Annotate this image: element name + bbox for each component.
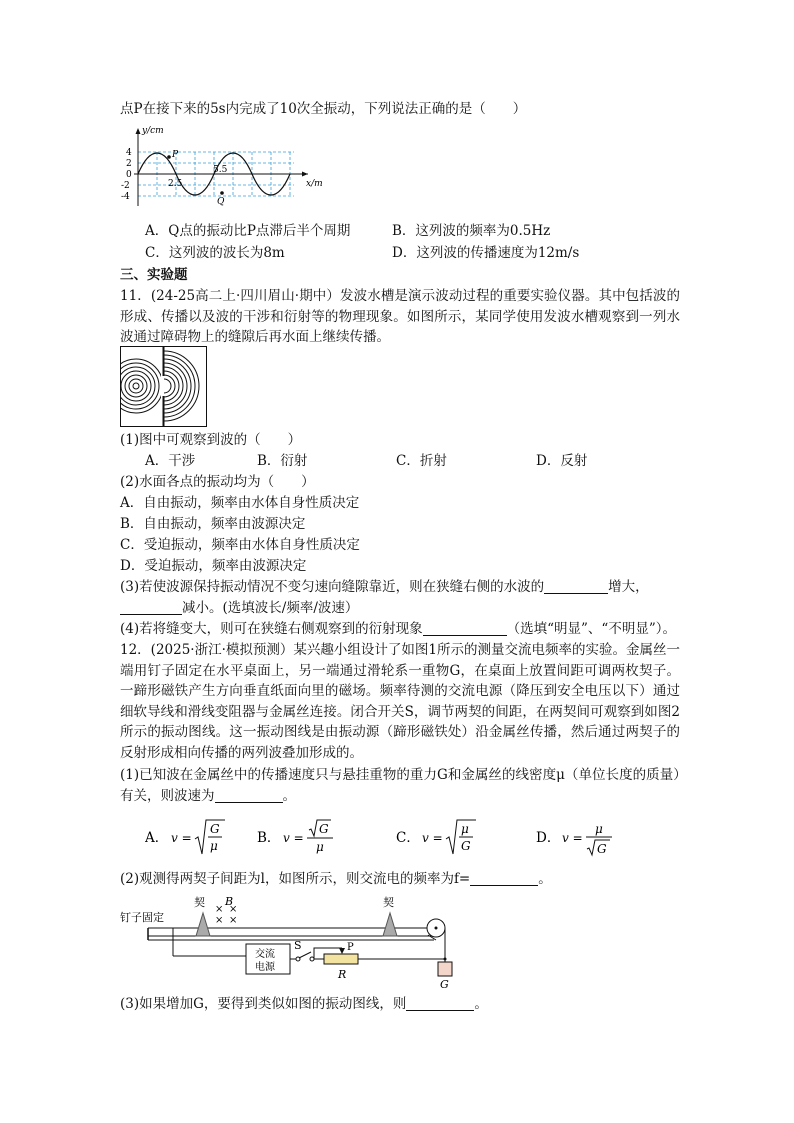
svg-text:×: × (215, 915, 224, 926)
option-label: C． (396, 830, 420, 846)
q11-sub2-option-b[interactable]: B．自由振动，频率由波源决定 (120, 516, 306, 532)
q12-sub1-text: (1)已知波在金属丝中的传播速度只与悬挂重物的重力G和金属丝的线密度μ（单位长度的质量）有关，则波速为 (120, 767, 680, 804)
x-axis-label: x/m (306, 179, 323, 189)
q12-sub2-text: (2)观测得两契子间距为l，如图所示，则交流电的频率为f= (120, 871, 471, 887)
formula-num: G (210, 822, 220, 836)
option-label: A． (145, 830, 169, 846)
formula-var: v = (562, 831, 583, 845)
x-label-5-5: 5.5 (213, 165, 228, 175)
q12-sub2-end: 。 (538, 871, 552, 887)
resistor-label: R (338, 968, 347, 981)
formula-den: G (597, 842, 607, 856)
wedge-left (196, 913, 210, 936)
source-label-1: 交流 (255, 949, 275, 960)
q10-option-a[interactable]: A．Q点的振动比P点滞后半个周期 (145, 223, 351, 239)
source-label-2: 电源 (255, 962, 275, 973)
q11-sub3-text-a: (3)若使波源保持振动情况不变匀速向缝隙靠近，则在狭缝右侧的水波的 (120, 579, 545, 595)
y-tick-neg4: -4 (121, 192, 130, 202)
wedge-right-label: 契 (383, 896, 394, 909)
q11-sub3-text-c: 减小。(选填波长/频率/波速） (182, 600, 359, 616)
q11-sub3-text-b: 增大， (608, 579, 649, 595)
weight-label: G (440, 978, 449, 990)
formula-num: G (319, 822, 329, 836)
answer-blank[interactable] (215, 788, 283, 803)
x-label-2-5: 2.5 (168, 179, 183, 189)
wedge-right (383, 913, 397, 936)
q12-sub3-end: 。 (474, 996, 488, 1012)
q12-formula-option-c[interactable] (396, 818, 486, 864)
svg-text:×: × (229, 915, 238, 926)
q11-sub2: (2)水面各点的振动均为（ ） (120, 474, 315, 490)
formula-den: G (461, 839, 471, 853)
ripple-tank-figure (120, 346, 208, 428)
field-label: B (225, 895, 234, 908)
q11-sub1-option-a[interactable]: A．干涉 (145, 453, 196, 469)
q12-sub2 (120, 869, 552, 889)
section-title: 三、实验题 (120, 267, 188, 283)
q11-sub4-text-b: （选填“明显”、“不明显”）。 (506, 621, 676, 637)
q11-sub1-option-b[interactable]: B．衍射 (257, 453, 308, 469)
q10-stem: 点P在接下来的5s内完成了10次全振动，下列说法正确的是（ ） (120, 101, 527, 117)
q11-sub2-option-d[interactable]: D．受迫振动，频率由波源决定 (120, 558, 307, 574)
y-tick-neg2: -2 (121, 181, 130, 191)
q12-formula-option-b[interactable] (257, 818, 347, 864)
answer-blank[interactable] (544, 579, 608, 594)
q10-option-b[interactable]: B．这列波的频率为0.5Hz (392, 223, 551, 239)
y-tick-4: 4 (126, 148, 132, 158)
q12-formula-option-a[interactable] (145, 818, 235, 864)
weight-block (438, 962, 452, 976)
q11-sub1-option-d[interactable]: D．反射 (536, 453, 588, 469)
q11-sub3-line2 (120, 598, 358, 618)
option-label: B． (257, 830, 281, 846)
q11-sub1-option-c[interactable]: C．折射 (396, 453, 447, 469)
q11-sub2-option-a[interactable]: A．自由振动，频率由水体自身性质决定 (120, 495, 360, 511)
y-axis-label: y/cm (142, 126, 164, 136)
y-tick-0: 0 (126, 170, 132, 180)
q10-option-d[interactable]: D．这列波的传播速度为12m/s (392, 245, 580, 261)
q11-intro: 11．(24-25高二上·四川眉山·期中）发波水槽是演示波动过程的重要实验仪器。其中包括波的形成、传播以及波的干涉和衍射等的物理现象。如图所示，某同学使用发波水槽观察到一列水波通过障碍物上的缝隙后再水面上继续传播。 (120, 288, 680, 346)
q11-sub2-option-c[interactable]: C．受迫振动，频率由水体自身性质决定 (120, 537, 360, 553)
formula-den: μ (316, 840, 324, 854)
q12-sub3 (120, 994, 488, 1014)
option-label: D． (536, 830, 561, 846)
q11-sub1: (1)图中可观察到波的（ ） (120, 432, 302, 448)
answer-blank[interactable] (423, 621, 507, 636)
wedge-left-label: 契 (194, 896, 205, 909)
formula-num: μ (461, 822, 469, 836)
svg-text:×: × (215, 904, 224, 915)
q11-sub4-text-a: (4)若将缝变大，则可在狭缝右侧观察到的衍射现象 (120, 621, 423, 637)
q11-sub4 (120, 619, 676, 639)
q12-sub3-text: (3)如果增加G，要得到类似如图的振动图线，则 (120, 996, 407, 1012)
answer-blank[interactable] (470, 871, 538, 886)
formula-var: v = (171, 831, 192, 845)
formula-var: v = (422, 831, 443, 845)
nail-label: 钉子固定 (120, 911, 164, 924)
q12-sub1-end: 。 (282, 787, 296, 804)
q10-option-c[interactable]: C．这列波的波长为8m (145, 245, 285, 261)
q12-sub1 (120, 765, 680, 806)
formula-den: μ (210, 839, 218, 853)
answer-blank[interactable] (120, 600, 182, 615)
q11-sub3-line1 (120, 577, 649, 597)
point-q-label: Q (217, 197, 225, 207)
point-p-label: P (172, 150, 179, 160)
q12-intro: 12．(2025·浙江·模拟预测）某兴趣小组设计了如图1所示的测量交流电频率的实验。金属丝一端用钉子固定在水平桌面上，另一端通过滑轮系一重物G，在桌面上放置间距可调两枚契子。一蹄形磁铁产生方向垂直纸面向里的磁场。频率待测的交流电源（降压到安全电压以下）通过细软导线和滑线变阻器与金属丝连接。闭合开关S，调节两契的间距，在两契间可观察到如图2所示的振动图线。这一振动图线是由振动源（蹄形磁铁处）沿金属丝传播，然后通过两契子的反射形成相向传播的两列波叠加形成的。 (120, 642, 680, 761)
svg-text:×: × (229, 904, 238, 915)
answer-blank[interactable] (406, 996, 474, 1011)
apparatus-figure (118, 890, 463, 990)
slider-label: P (347, 942, 354, 953)
q12-formula-option-d[interactable] (536, 818, 626, 864)
y-tick-2: 2 (126, 159, 132, 169)
switch-label: S (294, 939, 302, 952)
rheostat (324, 954, 358, 964)
wave-graph (118, 124, 328, 214)
formula-var: v = (283, 831, 304, 845)
formula-num: μ (595, 822, 603, 836)
